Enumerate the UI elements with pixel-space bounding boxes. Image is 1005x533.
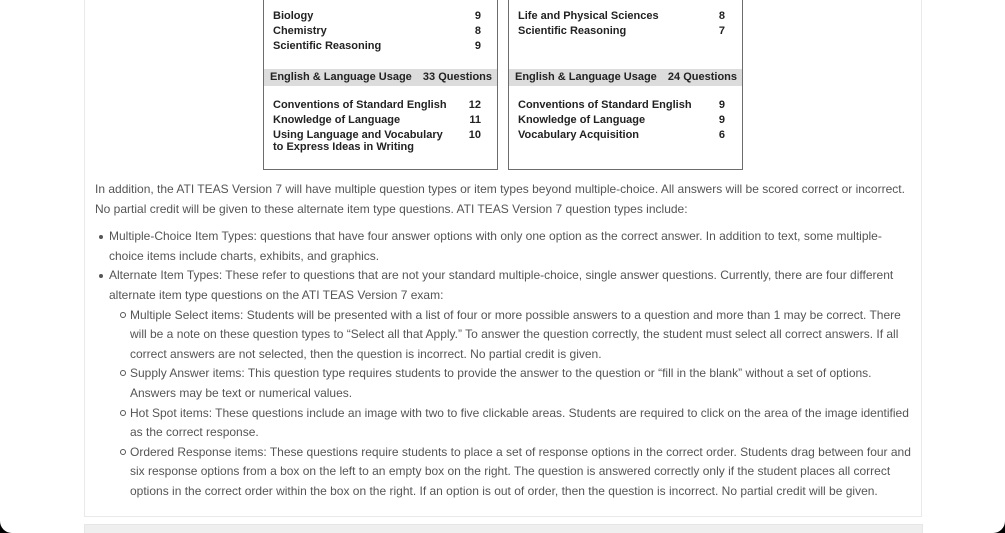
table-cell-count: 8 <box>474 25 481 37</box>
list-item-text: Supply Answer items: This question type requires students to provide the answer to the question or “fill in the blank” without a set of options. Answers may be text or numerical values. <box>130 366 872 400</box>
next-section-bar <box>84 524 923 533</box>
table-row: Using Language and Vocabulary <box>273 129 443 141</box>
table-cell-count: 9 <box>474 10 481 22</box>
section-header-english <box>264 69 497 86</box>
table-row: Conventions of Standard English <box>273 99 447 111</box>
table-cell-count: 6 <box>718 129 725 141</box>
table-row: Scientific Reasoning <box>273 40 382 52</box>
table-cell-count: 9 <box>474 40 481 52</box>
section-count: 33 Questions <box>422 71 492 83</box>
table-cell-count: 7 <box>718 25 725 37</box>
table-row <box>273 0 433 1</box>
table-cell-count <box>451 0 481 1</box>
table-cell-count <box>695 0 725 1</box>
table-cell-count: 9 <box>718 114 725 126</box>
list-item-text: Multiple-Choice Item Types: questions that have four answer options with only one option as the correct answer. In addition to text, some multiple-choice items include charts, exhibits, and graphics. <box>109 229 882 263</box>
table-row-continuation: to Express Ideas in Writing <box>273 141 414 153</box>
sublist-item-hot-spot <box>130 404 911 443</box>
list-item-multiple-choice <box>109 227 911 266</box>
article-body <box>95 180 911 502</box>
list-item-alternate-types <box>109 266 911 501</box>
section-count: 24 Questions <box>667 71 737 83</box>
question-types-list <box>95 227 911 501</box>
sublist-item-multiple-select <box>130 306 911 365</box>
list-item-text: Multiple Select items: Students will be presented with a list of four or more possible answers to a question and more than 1 may be correct. There will be a note on these question types to “Select all that Apply.” To answer the question correctly, the student must select all correct answers. If all correct answers are not selected, then the question is incorrect. No partial credit is given. <box>130 307 901 361</box>
table-row: Conventions of Standard English <box>518 99 692 111</box>
table-row: Life and Physical Sciences <box>518 10 659 22</box>
table-row: Vocabulary Acquisition <box>518 129 640 141</box>
table-row: Chemistry <box>273 25 327 37</box>
list-item-text: Ordered Response items: These questions require students to place a set of response options in the correct order. Students drag between four and six response options from a box on the left to an empty box on the right. The question is answered correctly only if the student places all correct options in the correct order within the box on the right. If an option is out of order, then the question is incorrect. No partial credit will be given. <box>130 444 911 498</box>
teas-6-comparison-table <box>263 0 498 170</box>
table-cell-count: 12 <box>468 99 481 111</box>
table-cell-count: 9 <box>718 99 725 111</box>
section-header-english <box>509 69 742 86</box>
table-row: Biology <box>273 10 314 22</box>
table-cell-count: 11 <box>469 114 481 126</box>
section-title: English & Language Usage <box>270 71 412 83</box>
sublist-item-supply-answer <box>130 364 911 403</box>
teas-7-comparison-table <box>508 0 743 170</box>
table-cell-count: 8 <box>718 10 725 22</box>
list-item-text: Hot Spot items: These questions include an image with two to five clickable areas. Students are required to click on the area of the image identified as the correct response. <box>130 405 909 440</box>
table-row <box>518 0 678 1</box>
sublist-item-ordered-response <box>130 443 911 502</box>
table-row: Knowledge of Language <box>518 114 646 126</box>
alternate-types-sublist <box>109 306 911 502</box>
table-cell-count: 10 <box>468 129 481 141</box>
intro-paragraph: In addition, the ATI TEAS Version 7 will have multiple question types or item types beyond multiple-choice. All answers will be scored correct or incorrect. No partial credit will be given to these alternate item type questions. ATI TEAS Version 7 question types include: <box>95 182 905 216</box>
list-item-text: Alternate Item Types: These refer to questions that are not your standard multiple-choice, single answer questions. Currently, there are four different alternate item type questions on the ATI TEAS Version 7 exam: <box>109 268 894 302</box>
section-title: English & Language Usage <box>515 71 657 83</box>
table-row: Knowledge of Language <box>273 114 401 126</box>
table-row: Scientific Reasoning <box>518 25 627 37</box>
